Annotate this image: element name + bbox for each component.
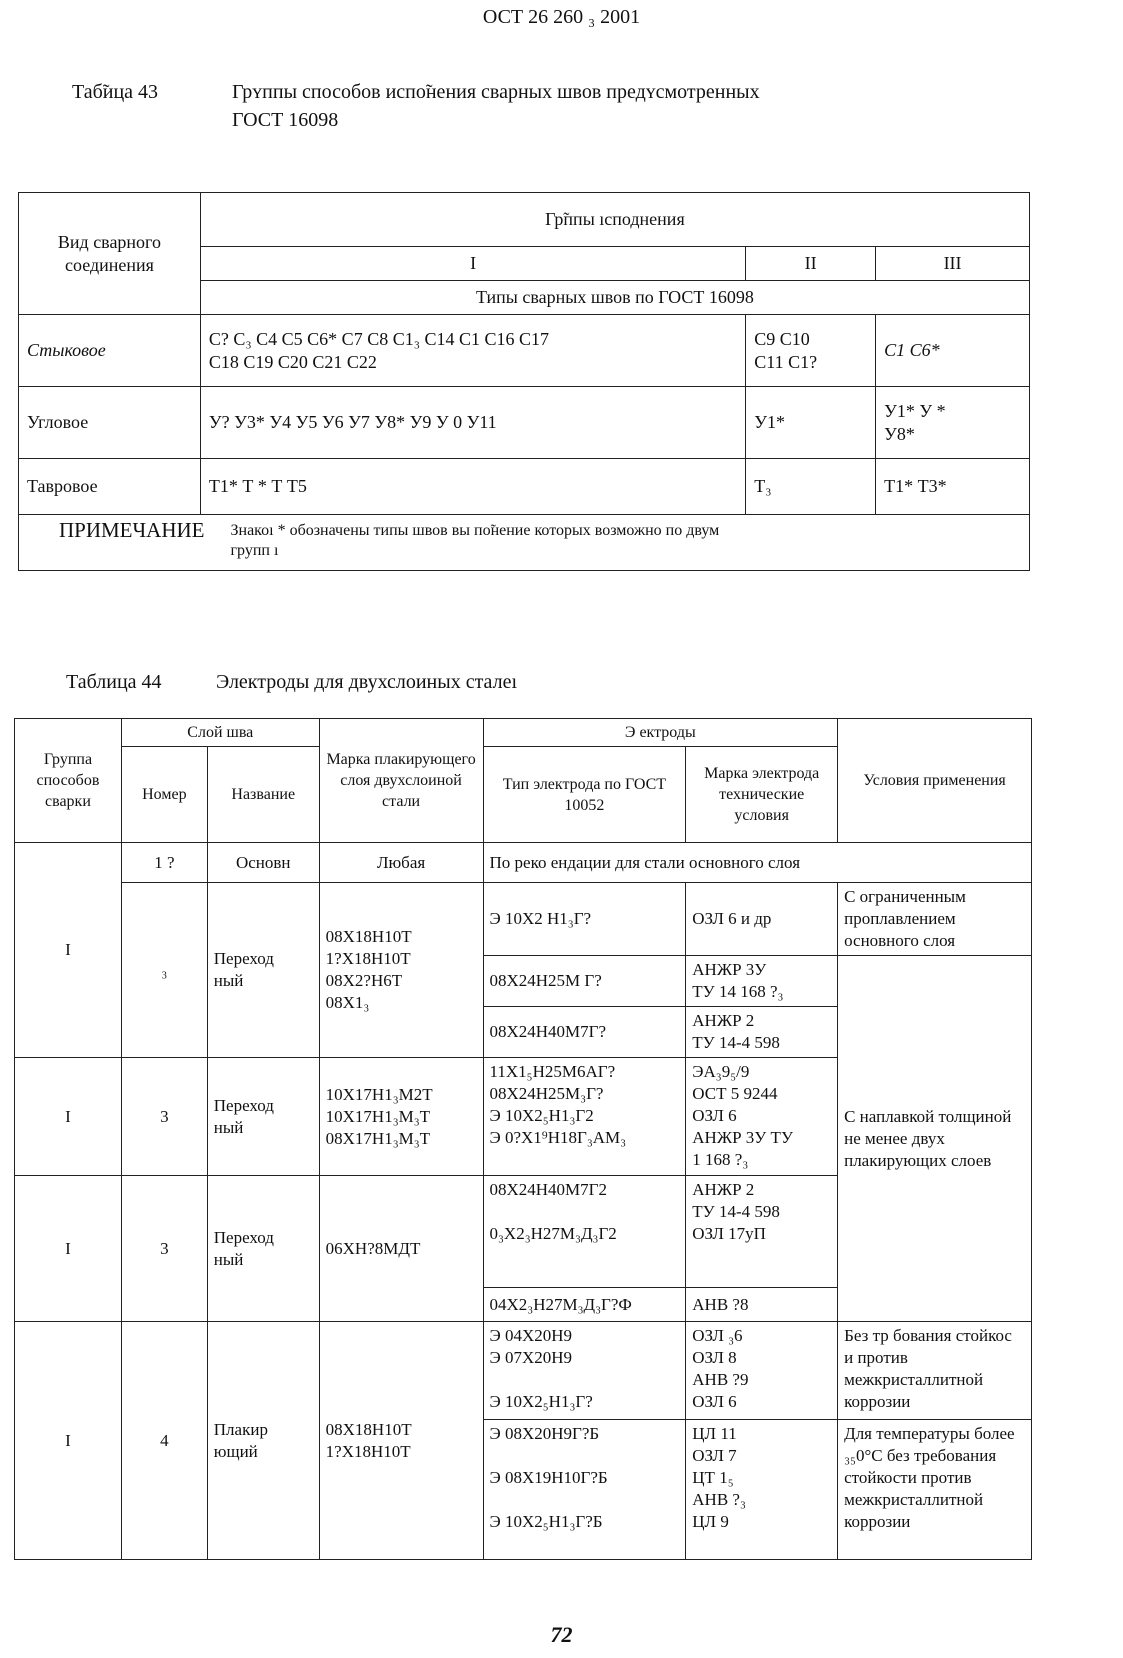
block3-number: 3 xyxy=(121,1176,207,1322)
block4-electrode1-type: Э 04Х20Н9 Э 07Х20Н9 Э 10Х2₅Н1₃Г? xyxy=(483,1322,686,1420)
block1-electrode3-mark: АНЖР 2 ТУ 14-4 598 xyxy=(686,1007,838,1058)
row0-recommendation: По реко ендации для стали основного слоя xyxy=(483,843,1032,883)
table43-caption-number: Таб̃ица 43 xyxy=(72,81,159,103)
row0-mark: Любая xyxy=(319,843,483,883)
row-group1: Т1* Т * Т Т5 xyxy=(200,459,745,515)
row-group1: У? У3* У4 У5 У6 У7 У8* У9 У 0 У11 xyxy=(200,387,745,459)
block4-electrode2-mark: ЦЛ 11 ОЗЛ 7 ЦТ 1₅ АНВ ?₃ ЦЛ 9 xyxy=(686,1420,838,1560)
block3-mark: 06ХН?8МДТ xyxy=(319,1176,483,1322)
block4-number: 4 xyxy=(121,1322,207,1560)
table44-header-conditions: Условия применения xyxy=(838,719,1032,843)
block4-condition1: Без тр бования стойкос и против межкристаллитной коррозии xyxy=(838,1322,1032,1420)
block1-electrode2-mark: АНЖР 3У ТУ 14 168 ?₃ xyxy=(686,956,838,1007)
table44-header-group: Группа способов сварки xyxy=(15,719,122,843)
block2-number: 3 xyxy=(121,1058,207,1176)
table43-note xyxy=(19,515,1030,571)
document-header: ОСТ 26 260 ₃ 2001 xyxy=(482,6,641,28)
table44-header-electrode-type: Тип электрода по ГОСТ 10052 xyxy=(483,747,686,843)
block1-electrode1-type: Э 10Х2 Н1₃Г? xyxy=(483,883,686,956)
table43 xyxy=(18,192,1030,571)
block1-electrode2-type: 08Х24Н25М Г? xyxy=(483,956,686,1007)
block2-group: I xyxy=(15,1058,122,1176)
note-text: Знакоı * обозначены типы швов вы по̃нение которых возможно по двум групп ı xyxy=(230,522,720,559)
block1-condition: С ограниченным проплавлением основного слоя xyxy=(838,883,1032,956)
block4-mark: 08Х18Н10Т 1?Х18Н10Т xyxy=(319,1322,483,1560)
table-row xyxy=(19,387,1030,459)
block4-condition2: Для температуры более ₃₅0°С без требования стойкости против межкристаллитной коррозии xyxy=(838,1420,1032,1560)
block4-name: Плакир ющий xyxy=(207,1322,319,1560)
block2-condition: С наплавкой толщиной не менее двух плакирующих слоев xyxy=(838,956,1032,1322)
table-row xyxy=(19,459,1030,515)
table44-header-electrodes: Э ектроды xyxy=(483,719,838,747)
block2-mark: 10Х17Н1₃М2Т 10Х17Н1₃М₃Т 08Х17Н1₃М₃Т xyxy=(319,1058,483,1176)
block1-name: Переход ный xyxy=(207,883,319,1058)
block3-electrode1-mark: АНЖР 2 ТУ 14-4 598 ОЗЛ 17уП xyxy=(686,1176,838,1288)
row0-number: 1 ? xyxy=(121,843,207,883)
block2-name: Переход ный xyxy=(207,1058,319,1176)
block3-electrode2-mark: АНВ ?8 xyxy=(686,1288,838,1322)
block4-group: I xyxy=(15,1322,122,1560)
table43-header-group1: I xyxy=(200,247,745,281)
table43-header-group2: II xyxy=(746,247,876,281)
row0-name: Основн xyxy=(207,843,319,883)
table43-header-group3: III xyxy=(876,247,1030,281)
block2-electrode-type: 11Х1₅Н25М6АГ? 08Х24Н25М₃Г? Э 10Х2₅Н1₃Г2 Э 0?Х1⁹Н18Г₃АМ₃ xyxy=(483,1058,686,1176)
block1-electrode1-mark: ОЗЛ 6 и др xyxy=(686,883,838,956)
row-group2: Т₃ xyxy=(746,459,876,515)
block3-electrode1-type: 08Х24Н40М7Г2 0₃Х2₃Н27М₃Д₃Г2 xyxy=(483,1176,686,1288)
row-name: Угловое xyxy=(19,387,201,459)
row-name: Стыковое xyxy=(19,315,201,387)
row-group2: С9 С10 С11 С1? xyxy=(746,315,876,387)
table44-header-name: Название xyxy=(207,747,319,843)
table43-caption-line2: ГОСТ 16098 xyxy=(232,109,339,131)
block1-mark: 08Х18Н10Т 1?Х18Н10Т 08Х2?Н6Т 08Х1₃ xyxy=(319,883,483,1058)
block1-group: I xyxy=(15,843,122,1058)
block4-electrode1-mark: ОЗЛ ₃6 ОЗЛ 8 АНВ ?9 ОЗЛ 6 xyxy=(686,1322,838,1420)
table-row xyxy=(19,315,1030,387)
row-group2: У1* xyxy=(746,387,876,459)
row-group3: У1* У * У8* xyxy=(876,387,1030,459)
table43-header-groups: Гр̃ппы ıсподнения xyxy=(200,193,1029,247)
note-label: ПРИМЕЧАНИЕ xyxy=(59,518,205,542)
table44-caption-number: Таблица 44 xyxy=(66,671,162,693)
table44-header-electrode-mark: Марка электрода технические условия xyxy=(686,747,838,843)
block3-electrode2-type: 04Х2₃Н27М₃Д₃Г?Ф xyxy=(483,1288,686,1322)
table43-caption xyxy=(72,78,760,134)
block3-name: Переход ный xyxy=(207,1176,319,1322)
table44-header-number: Номер xyxy=(121,747,207,843)
row-group1: С? С₃ С4 С5 С6* С7 С8 С1₃ С14 С1 С16 С17 С18 С19 С20 С21 С22 xyxy=(200,315,745,387)
table44-caption xyxy=(66,668,517,696)
table43-caption-line1: Грʏппы способов испо̃нения сварных швов предʏсмотренных xyxy=(232,81,760,103)
table44-caption-text: Электроды для двухслоиных сталеı xyxy=(216,671,518,693)
table44-header-layer: Слой шва xyxy=(121,719,319,747)
page-number: 72 xyxy=(550,1622,573,1647)
block1-number: ₃ xyxy=(121,883,207,1058)
block1-electrode3-type: 08Х24Н40М7Г? xyxy=(483,1007,686,1058)
table44 xyxy=(14,718,1032,1560)
table43-header-seams: Типы сварных швов по ГОСТ 16098 xyxy=(200,281,1029,315)
block4-electrode2-type: Э 08Х20Н9Г?Б Э 08Х19Н10Г?Б Э 10Х2₅Н1₃Г?Б xyxy=(483,1420,686,1560)
block3-group: I xyxy=(15,1176,122,1322)
row-name: Тавровое xyxy=(19,459,201,515)
block2-electrode-mark: ЭА₃9₅/9 ОСТ 5 9244 ОЗЛ 6 АНЖР 3У ТУ 1 168 ?₃ xyxy=(686,1058,838,1176)
table44-header-mark: Марка плакирующего слоя двухслоиной стали xyxy=(319,719,483,843)
table43-header-type: Вид сварного соединения xyxy=(19,193,201,315)
row-group3: С1 С6* xyxy=(876,315,1030,387)
row-group3: Т1* Т3* xyxy=(876,459,1030,515)
